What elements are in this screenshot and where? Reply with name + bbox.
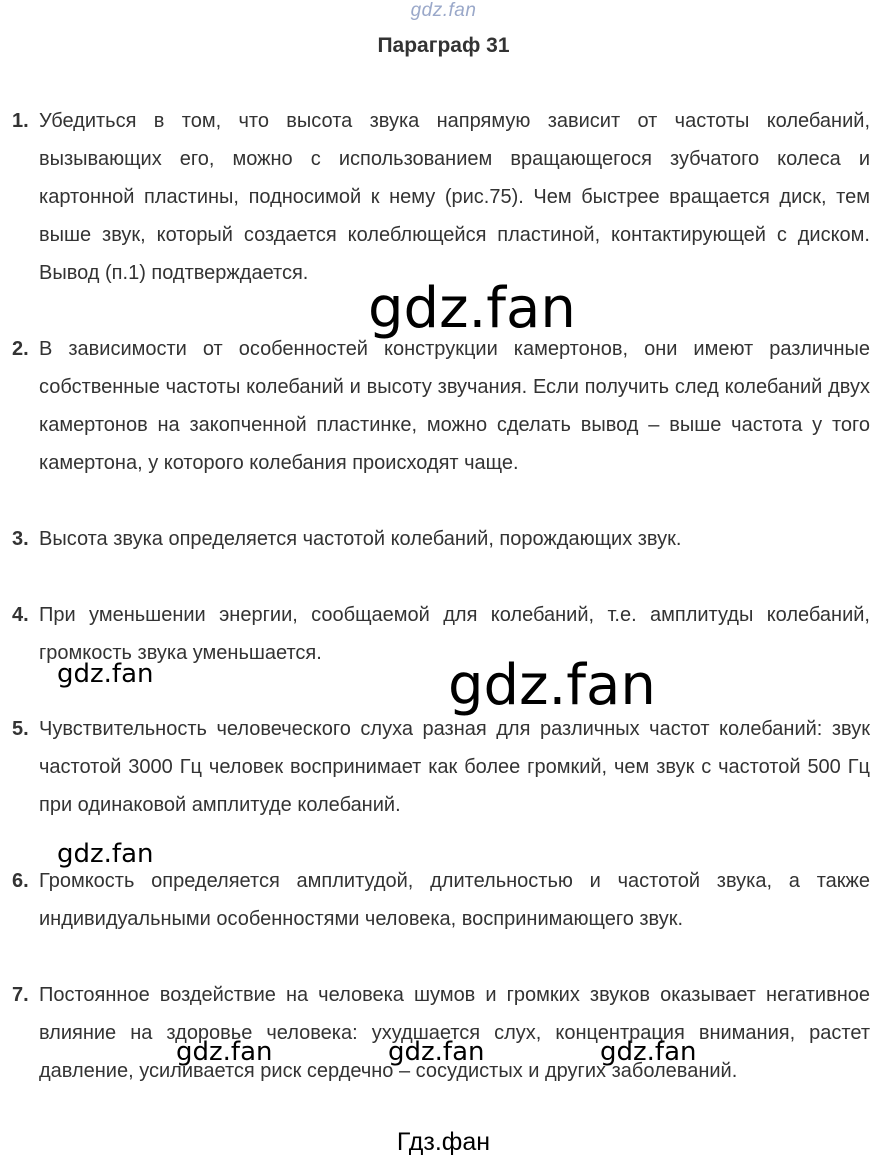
page-title: Параграф 31: [377, 34, 510, 57]
item-text: При уменьшении энергии, сообщаемой для колебаний, т.е. амплитуды колебаний, громкость звука уменьшается.: [39, 604, 870, 664]
item-number: 7.: [12, 984, 29, 1006]
item-text: В зависимости от особенностей конструкции камертонов, они имеют различные собственные частоты колебаний и высоту звучания. Если получить след колебаний двух камертонов на закопченной пластинке, можно сделать вывод – выше частота у того камертона, у которого колебания происходят чаще.: [39, 338, 870, 474]
item-number: 6.: [12, 870, 29, 892]
item-number: 3.: [12, 528, 29, 550]
item-text: Громкость определяется амплитудой, длительностью и частотой звука, а также индивидуальными особенностями человека, воспринимающего звук.: [39, 870, 870, 930]
list-item: [12, 330, 870, 482]
item-text: Высота звука определяется частотой колебаний, порождающих звук.: [39, 528, 682, 550]
item-number: 1.: [12, 110, 29, 132]
watermark: gdz.fan: [388, 1037, 485, 1067]
watermark: gdz.fan: [448, 653, 656, 718]
item-number: 4.: [12, 604, 29, 626]
item-text: Чувствительность человеческого слуха разная для различных частот колебаний: звук частотой 3000 Гц человек воспринимает как более громкий, чем звук с частотой 500 Гц при одинаковой амплитуде колебаний.: [39, 718, 870, 816]
item-number: 2.: [12, 338, 29, 360]
list-item: [12, 520, 870, 558]
watermark: gdz.fan: [57, 659, 154, 689]
item-text: Постоянное воздействие на человека шумов и громких звуков оказывает негативное влияние на здоровье человека: ухудшается слух, концентрация внимания, растет давление, усиливается риск сердечно – сосудистых и других заболеваний.: [39, 984, 870, 1082]
watermark: gdz.fan: [57, 839, 154, 869]
watermark: gdz.fan: [176, 1037, 273, 1067]
watermark-bottom: Гдз.фан: [396, 1128, 491, 1156]
list-item: [12, 862, 870, 938]
item-text: Убедиться в том, что высота звука напрямую зависит от частоты колебаний, вызывающих его, можно с использованием вращающегося зубчатого колеса и картонной пластины, подносимой к нему (рис.75). Чем быстрее вращается диск, тем выше звук, который создается колеблющейся пластиной, контактирующей с диском. Вывод (п.1) подтверждается.: [39, 110, 870, 284]
watermark-top: gdz.fan: [410, 0, 477, 21]
watermark: gdz.fan: [600, 1037, 697, 1067]
list-item: [12, 976, 870, 1090]
list-item: [12, 102, 870, 292]
item-number: 5.: [12, 718, 29, 740]
list-item: [12, 710, 870, 824]
watermark: gdz.fan: [368, 276, 576, 341]
